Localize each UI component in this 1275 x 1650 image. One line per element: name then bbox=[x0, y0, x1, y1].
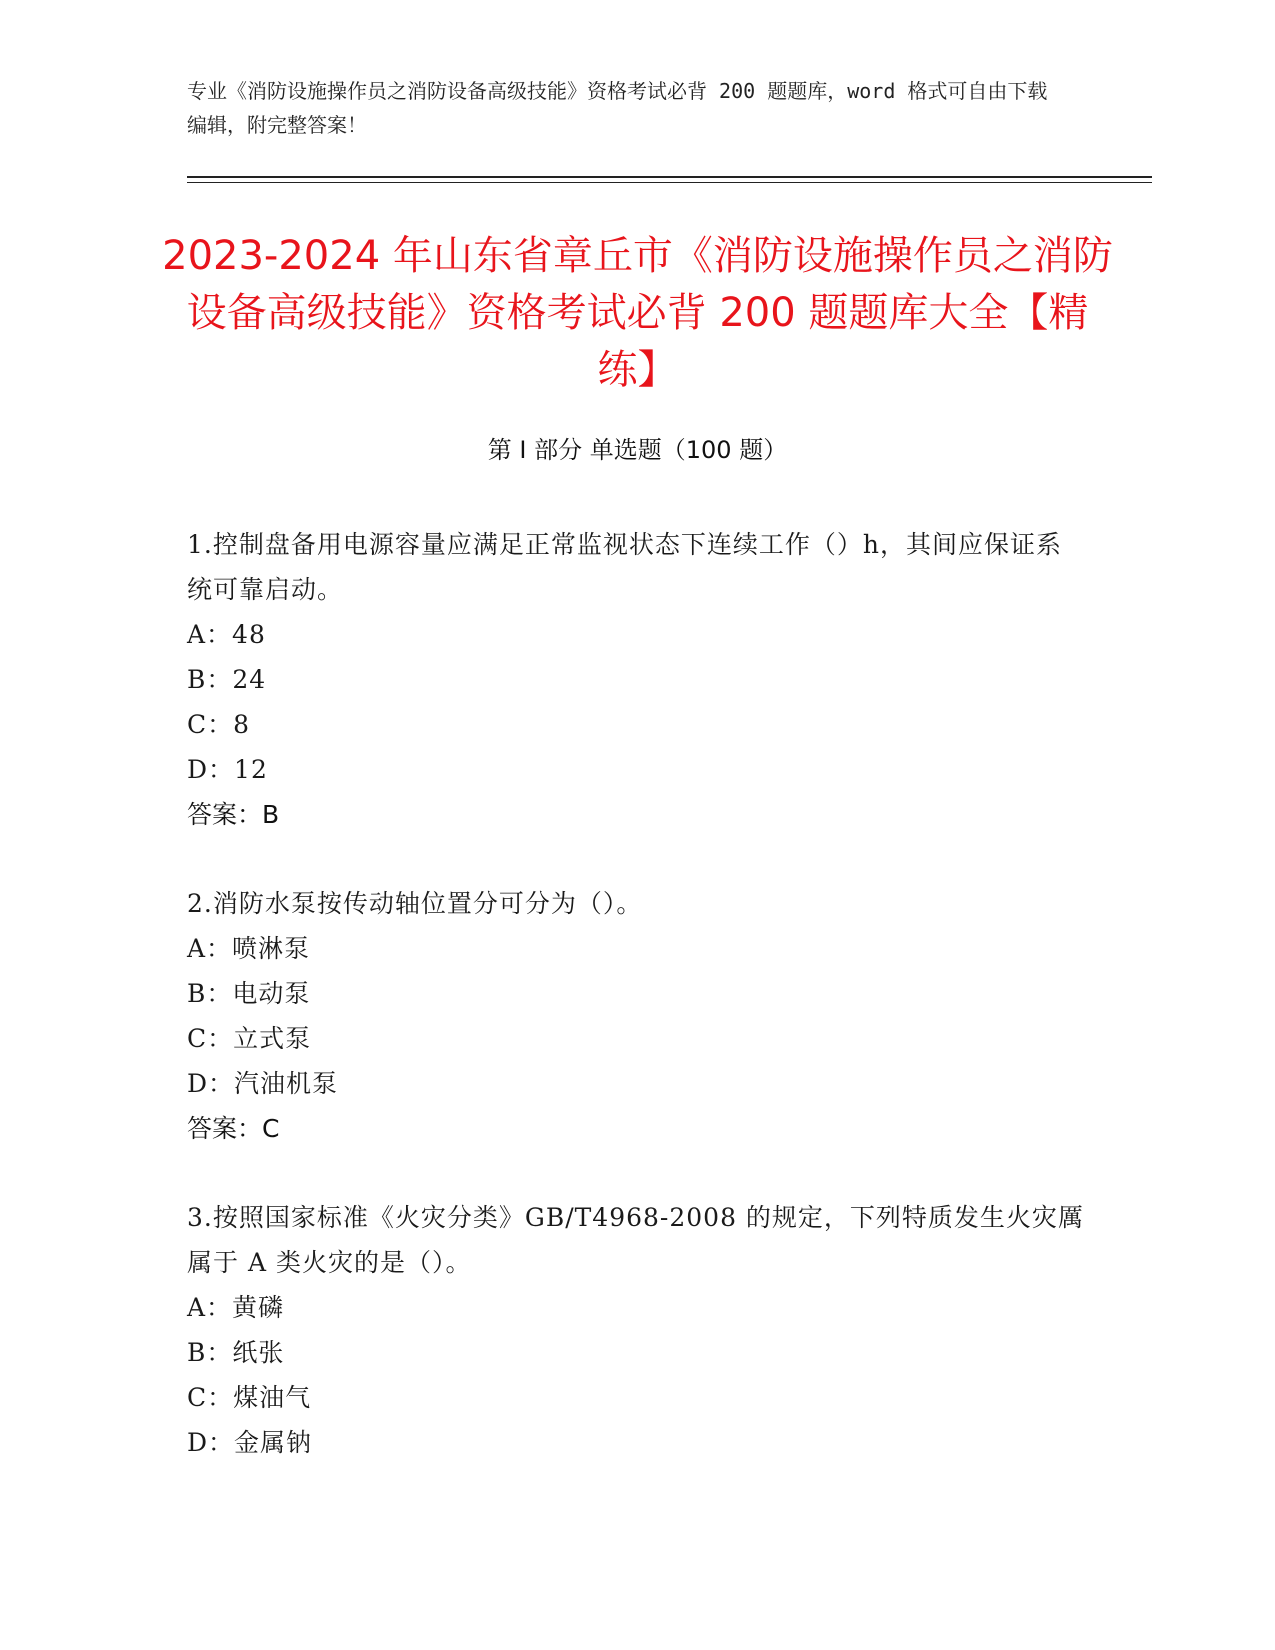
question-stem: 2.消防水泵按传动轴位置分可分为（）。 bbox=[187, 889, 643, 918]
answer: 答案：C bbox=[187, 1114, 280, 1143]
option-a: A：48 bbox=[187, 620, 266, 649]
document-title: 2023-2024 年山东省章丘市《消防设施操作员之消防设备高级技能》资格考试必背 200 题题库大全【精练】 bbox=[162, 233, 1113, 393]
question-stem: 1.控制盘备用电源容量应满足正常监视状态下连续工作（）h，其间应保证系统可靠启动。 bbox=[187, 530, 1062, 604]
option-a: A：黄磷 bbox=[187, 1293, 285, 1322]
option-b: B：纸张 bbox=[187, 1338, 285, 1367]
option-c: C：煤油气 bbox=[187, 1383, 312, 1412]
header-divider-thin bbox=[187, 182, 1152, 183]
question-item bbox=[187, 1195, 1087, 1465]
question-item bbox=[187, 522, 1087, 837]
option-b: B：24 bbox=[187, 665, 267, 694]
question-list bbox=[187, 522, 1087, 1509]
option-d: D：汽油机泵 bbox=[187, 1069, 339, 1098]
question-stem: 3.按照国家标准《火灾分类》GB/T4968-2008 的规定，下列特质发生火灾厲属于 A 类火灾的是（）。 bbox=[187, 1203, 1084, 1277]
option-c: C：立式泵 bbox=[187, 1024, 312, 1053]
header-note: 专业《消防设施操作员之消防设备高级技能》资格考试必背 200 题题库，word 格式可自由下载编辑，附完整答案！ bbox=[187, 79, 1048, 137]
section-heading: 第 I 部分 单选题（100 题） bbox=[487, 436, 788, 464]
option-c: C：8 bbox=[187, 710, 251, 739]
option-a: A：喷淋泵 bbox=[187, 934, 311, 963]
question-item bbox=[187, 881, 1087, 1151]
option-d: D：金属钠 bbox=[187, 1428, 313, 1457]
option-d: D：12 bbox=[187, 755, 268, 784]
option-b: B：电动泵 bbox=[187, 979, 311, 1008]
header-divider-thick bbox=[187, 176, 1152, 178]
answer: 答案：B bbox=[187, 800, 280, 829]
